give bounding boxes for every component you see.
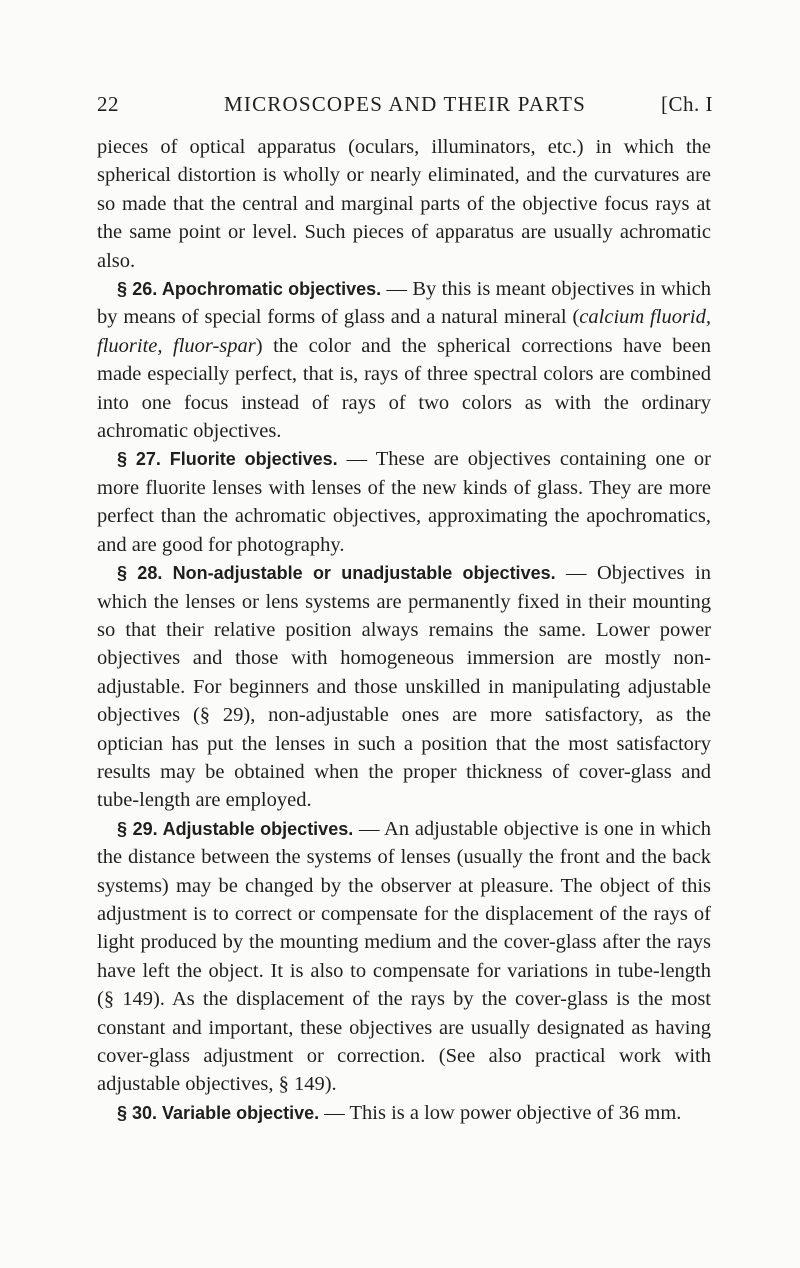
running-header (97, 92, 713, 124)
page-number: 22 (97, 92, 119, 116)
section-26-heading: § 26. Apochromatic objectives. (117, 279, 382, 300)
section-26-paragraph (97, 275, 711, 445)
section-29-paragraph (97, 815, 711, 1099)
section-28-text: — Objectives in which the lenses or lens systems are permanently fixed in their mounting so that their relative position always remains the same. Lower power objectives and those with homogeneous immersion are mostly non-adjustable. For beginners and those unskilled in manipulating adjustable objectives (§ 29), non-adjustable ones are more satisfactory, as the optician has put the lenses in such a position that the most satisfactory results may be obtained when the proper thickness of cover-glass and tube-length are employed. (97, 562, 711, 812)
section-30-paragraph (97, 1099, 711, 1127)
section-27-heading: § 27. Fluorite objectives. (117, 449, 338, 470)
body-text (97, 133, 711, 1127)
chapter-label: [Ch. I (661, 92, 713, 116)
section-27-paragraph (97, 445, 711, 559)
section-26-text-a: — By this is meant objectives in which by means of special forms of glass and a natural mineral ( (97, 278, 711, 329)
section-30-text: — This is a low power objective of 36 mm. (319, 1101, 682, 1124)
continuation-paragraph: pieces of optical apparatus (oculars, illuminators, etc.) in which the spherical distortion is wholly or nearly eliminated, and the curvatures are so made that the central and marginal parts of the objective focus rays at the same point or level. Such pieces of apparatus are usually achromatic also. (97, 136, 711, 272)
section-27-text: — These are objectives containing one or more fluorite lenses with lenses of the new kinds of glass. They are more perfect than the achromatic objectives, approximating the apochromatics, and are good for photography. (97, 448, 711, 556)
section-28-paragraph (97, 559, 711, 815)
section-29-heading: § 29. Adjustable objectives. (117, 818, 354, 839)
section-26-italic: calcium fluorid, fluorite, fluor-spar (97, 306, 711, 357)
section-30-heading: § 30. Variable objective. (117, 1102, 320, 1123)
section-29-text: — An adjustable objective is one in which the distance between the systems of lenses (usually the front and the back systems) may be changed by the observer at pleasure. The object of this adjustment is to correct or compensate for the displacement of the rays of light produced by the mounting medium and the cover-glass after the rays have left the object. It is also to compensate for variations in tube-length (§ 149). As the displacement of the rays by the cover-glass is the most constant and important, these objectives are usually designated as having cover-glass adjustment or correction. (See also practical work with adjustable objectives, § 149). (97, 817, 712, 1096)
section-28-heading: § 28. Non-adjustable or unadjustable objectives. (117, 563, 556, 584)
running-title: MICROSCOPES AND THEIR PARTS (224, 92, 586, 116)
section-26-text-b: ) the color and the spherical corrections have been made especially perfect, that is, rays of three spectral colors are combined into one focus instead of rays of two colors as with the ordinary achromatic objectives. (97, 334, 711, 443)
